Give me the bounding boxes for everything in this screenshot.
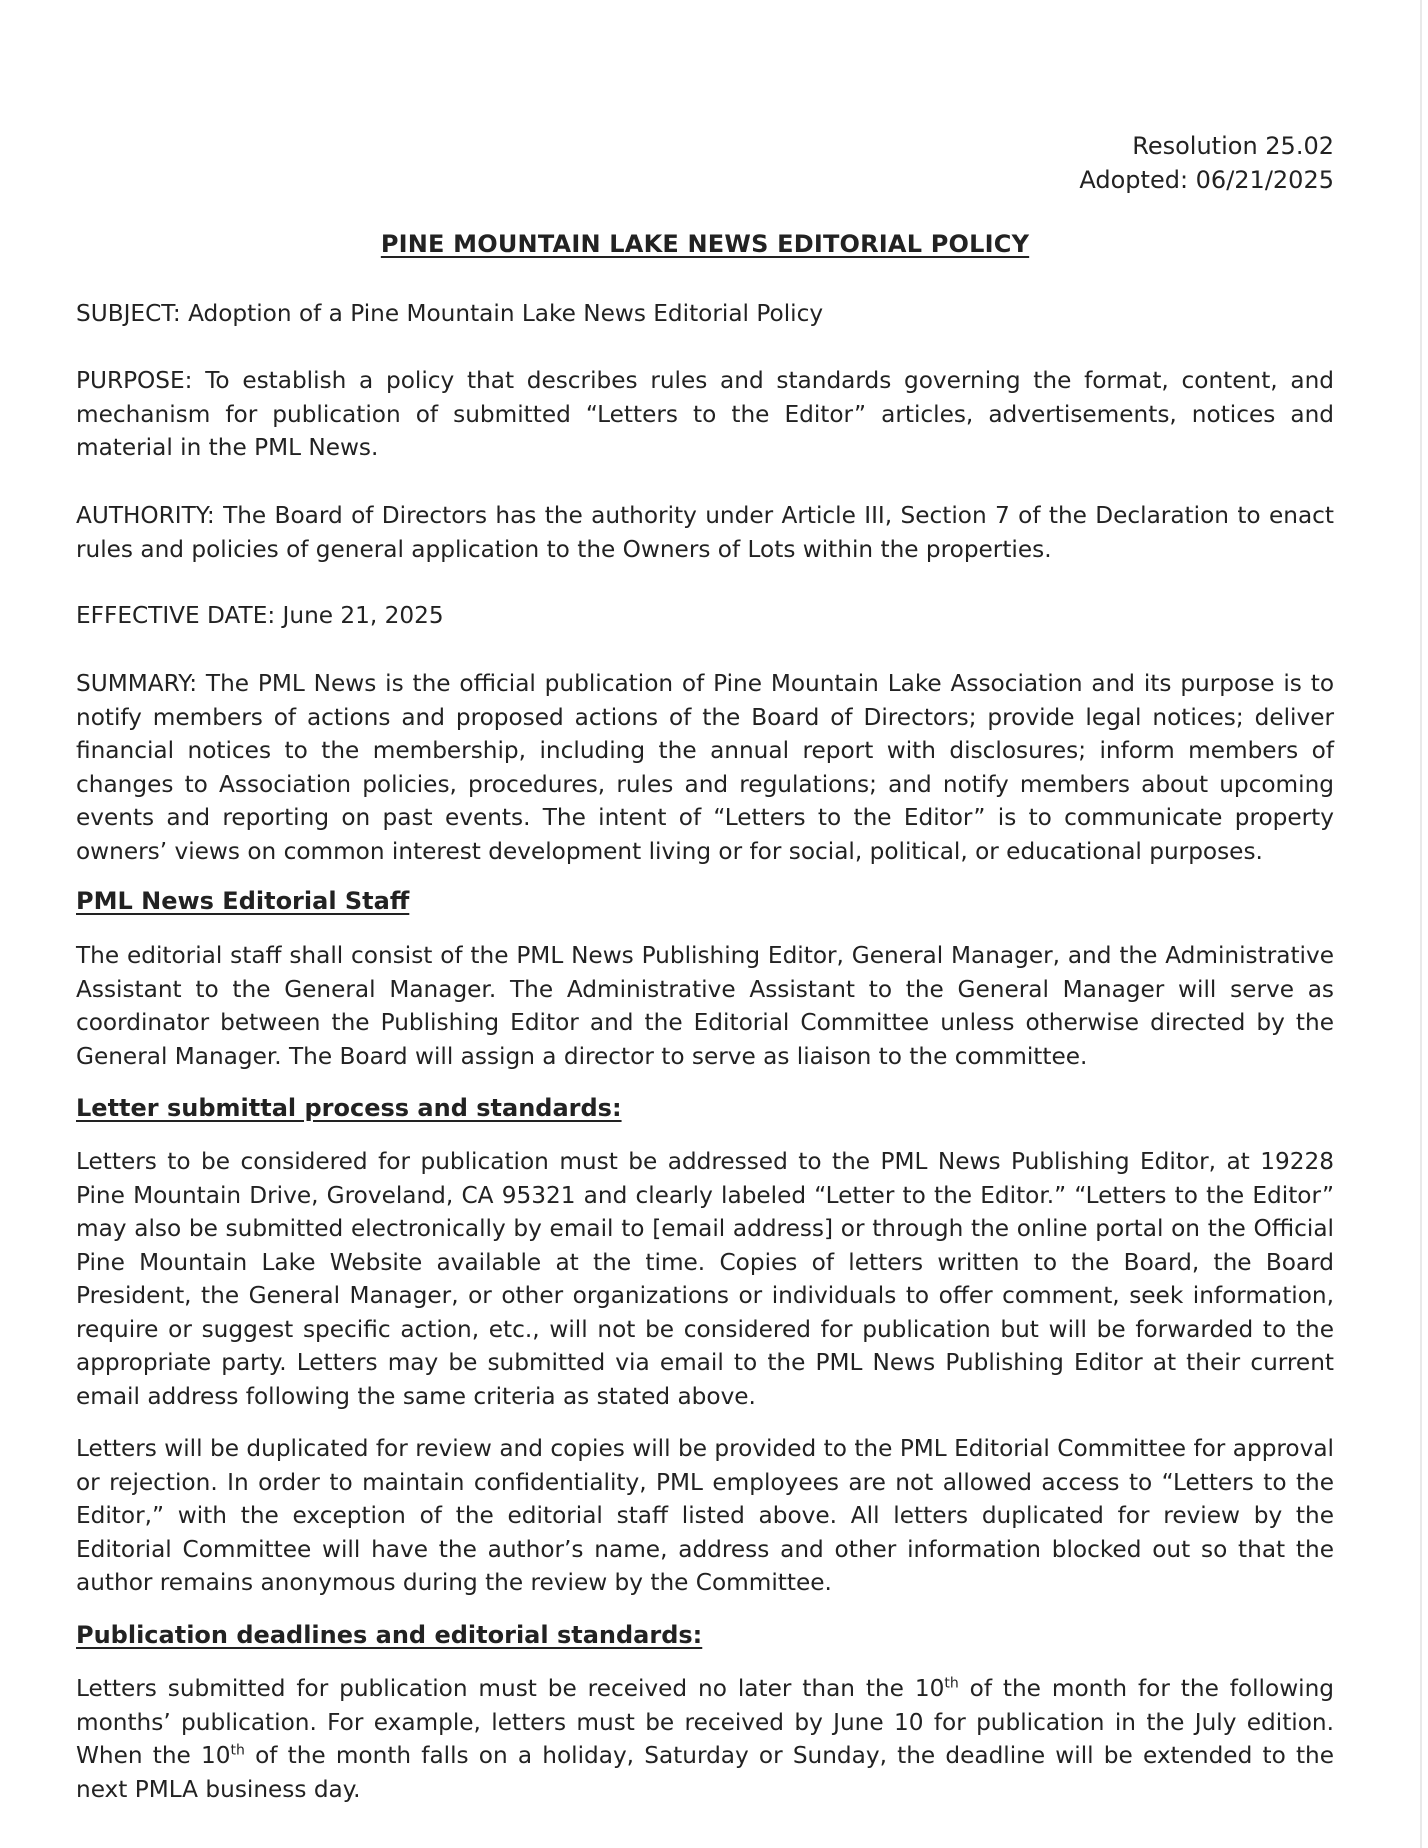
adopted-date: Adopted: 06/21/2025 — [1079, 166, 1334, 194]
editorial-staff-paragraph: The editorial staff shall consist of the PML News Publishing Editor, General Manager, and the Administrative Assistant to the General Manager. The Administrative Assistant to the General Manager will serve as coordinator between the Publishing Editor and the Editorial Committee unless otherwise directed by the General Manager. The Board will assign a director to serve as liaison to the committee. — [76, 942, 1334, 1070]
deadlines-paragraph — [76, 1672, 1334, 1806]
deadlines-heading: Publication deadlines and editorial standards: — [76, 1621, 703, 1649]
ordinal-suffix-2: th — [230, 1742, 245, 1759]
authority-paragraph: AUTHORITY: The Board of Directors has the authority under Article III, Section 7 of the Declaration to enact rules and policies of general application to the Owners of Lots within the properties. — [76, 502, 1334, 563]
editorial-staff-heading: PML News Editorial Staff — [76, 887, 410, 915]
page-edge-shadow — [1420, 0, 1422, 1848]
submittal-paragraph-2: Letters will be duplicated for review and copies will be provided to the PML Editorial Committee for approval or rejection. In order to maintain confidentiality, PML employees are not allowed access to “Letters to the Editor,” with the exception of the editorial staff listed above. All letters duplicated for review by the Editorial Committee will have the author’s name, address and other information blocked out so that the author remains anonymous during the review by the Committee. — [76, 1435, 1334, 1596]
resolution-number: Resolution 25.02 — [1132, 132, 1334, 160]
summary-paragraph: SUMMARY: The PML News is the official publication of Pine Mountain Lake Association and its purpose is to notify members of actions and proposed actions of the Board of Directors; provide legal notices; deliver financial notices to the membership, including the annual report with disclosures; inform members of changes to Association policies, procedures, rules and regulations; and notify members about upcoming events and reporting on past events. The intent of “Letters to the Editor” is to communicate property owners’ views on common interest development living or for social, political, or educational purposes. — [76, 670, 1334, 865]
submittal-paragraph-1: Letters to be considered for publication must be addressed to the PML News Publishing Editor, at 19228 Pine Mountain Drive, Groveland, CA 95321 and clearly labeled “Letter to the Editor.” “Letters to the Editor” may also be submitted electronically by email to [email address] or through the online portal on the Official Pine Mountain Lake Website available at the time. Copies of letters written to the Board, the Board President, the General Manager, or other organizations or individuals to offer comment, seek information, require or suggest specific action, etc., will not be considered for publication but will be forwarded to the appropriate party. Letters may be submitted via email to the PML News Publishing Editor at their current email address following the same criteria as stated above. — [76, 1148, 1334, 1410]
ordinal-suffix-1: th — [944, 1675, 959, 1692]
document-title: PINE MOUNTAIN LAKE NEWS EDITORIAL POLICY — [380, 230, 1030, 258]
resolution-header — [1079, 129, 1334, 197]
document-page — [76, 0, 1334, 1848]
deadlines-text-1: Letters submitted for publication must be received no later than the 10 — [76, 1675, 945, 1702]
deadlines-text-3: of the month falls on a holiday, Saturday or Sunday, the deadline will be extended to the next PMLA business day. — [76, 1742, 1334, 1803]
subject-paragraph: SUBJECT: Adoption of a Pine Mountain Lake News Editorial Policy — [76, 300, 824, 327]
submittal-heading: Letter submittal process and standards: — [76, 1094, 622, 1122]
purpose-paragraph: PURPOSE: To establish a policy that describes rules and standards governing the format, content, and mechanism for publication of submitted “Letters to the Editor” articles, advertisements, notices and material in the PML News. — [76, 367, 1334, 461]
deadlines-text-2: of the month for the following months’ publication. For example, letters must be received by June 10 for publication in the July edition. When the 10 — [76, 1675, 1335, 1769]
effective-date-paragraph: EFFECTIVE DATE: June 21, 2025 — [76, 602, 444, 629]
